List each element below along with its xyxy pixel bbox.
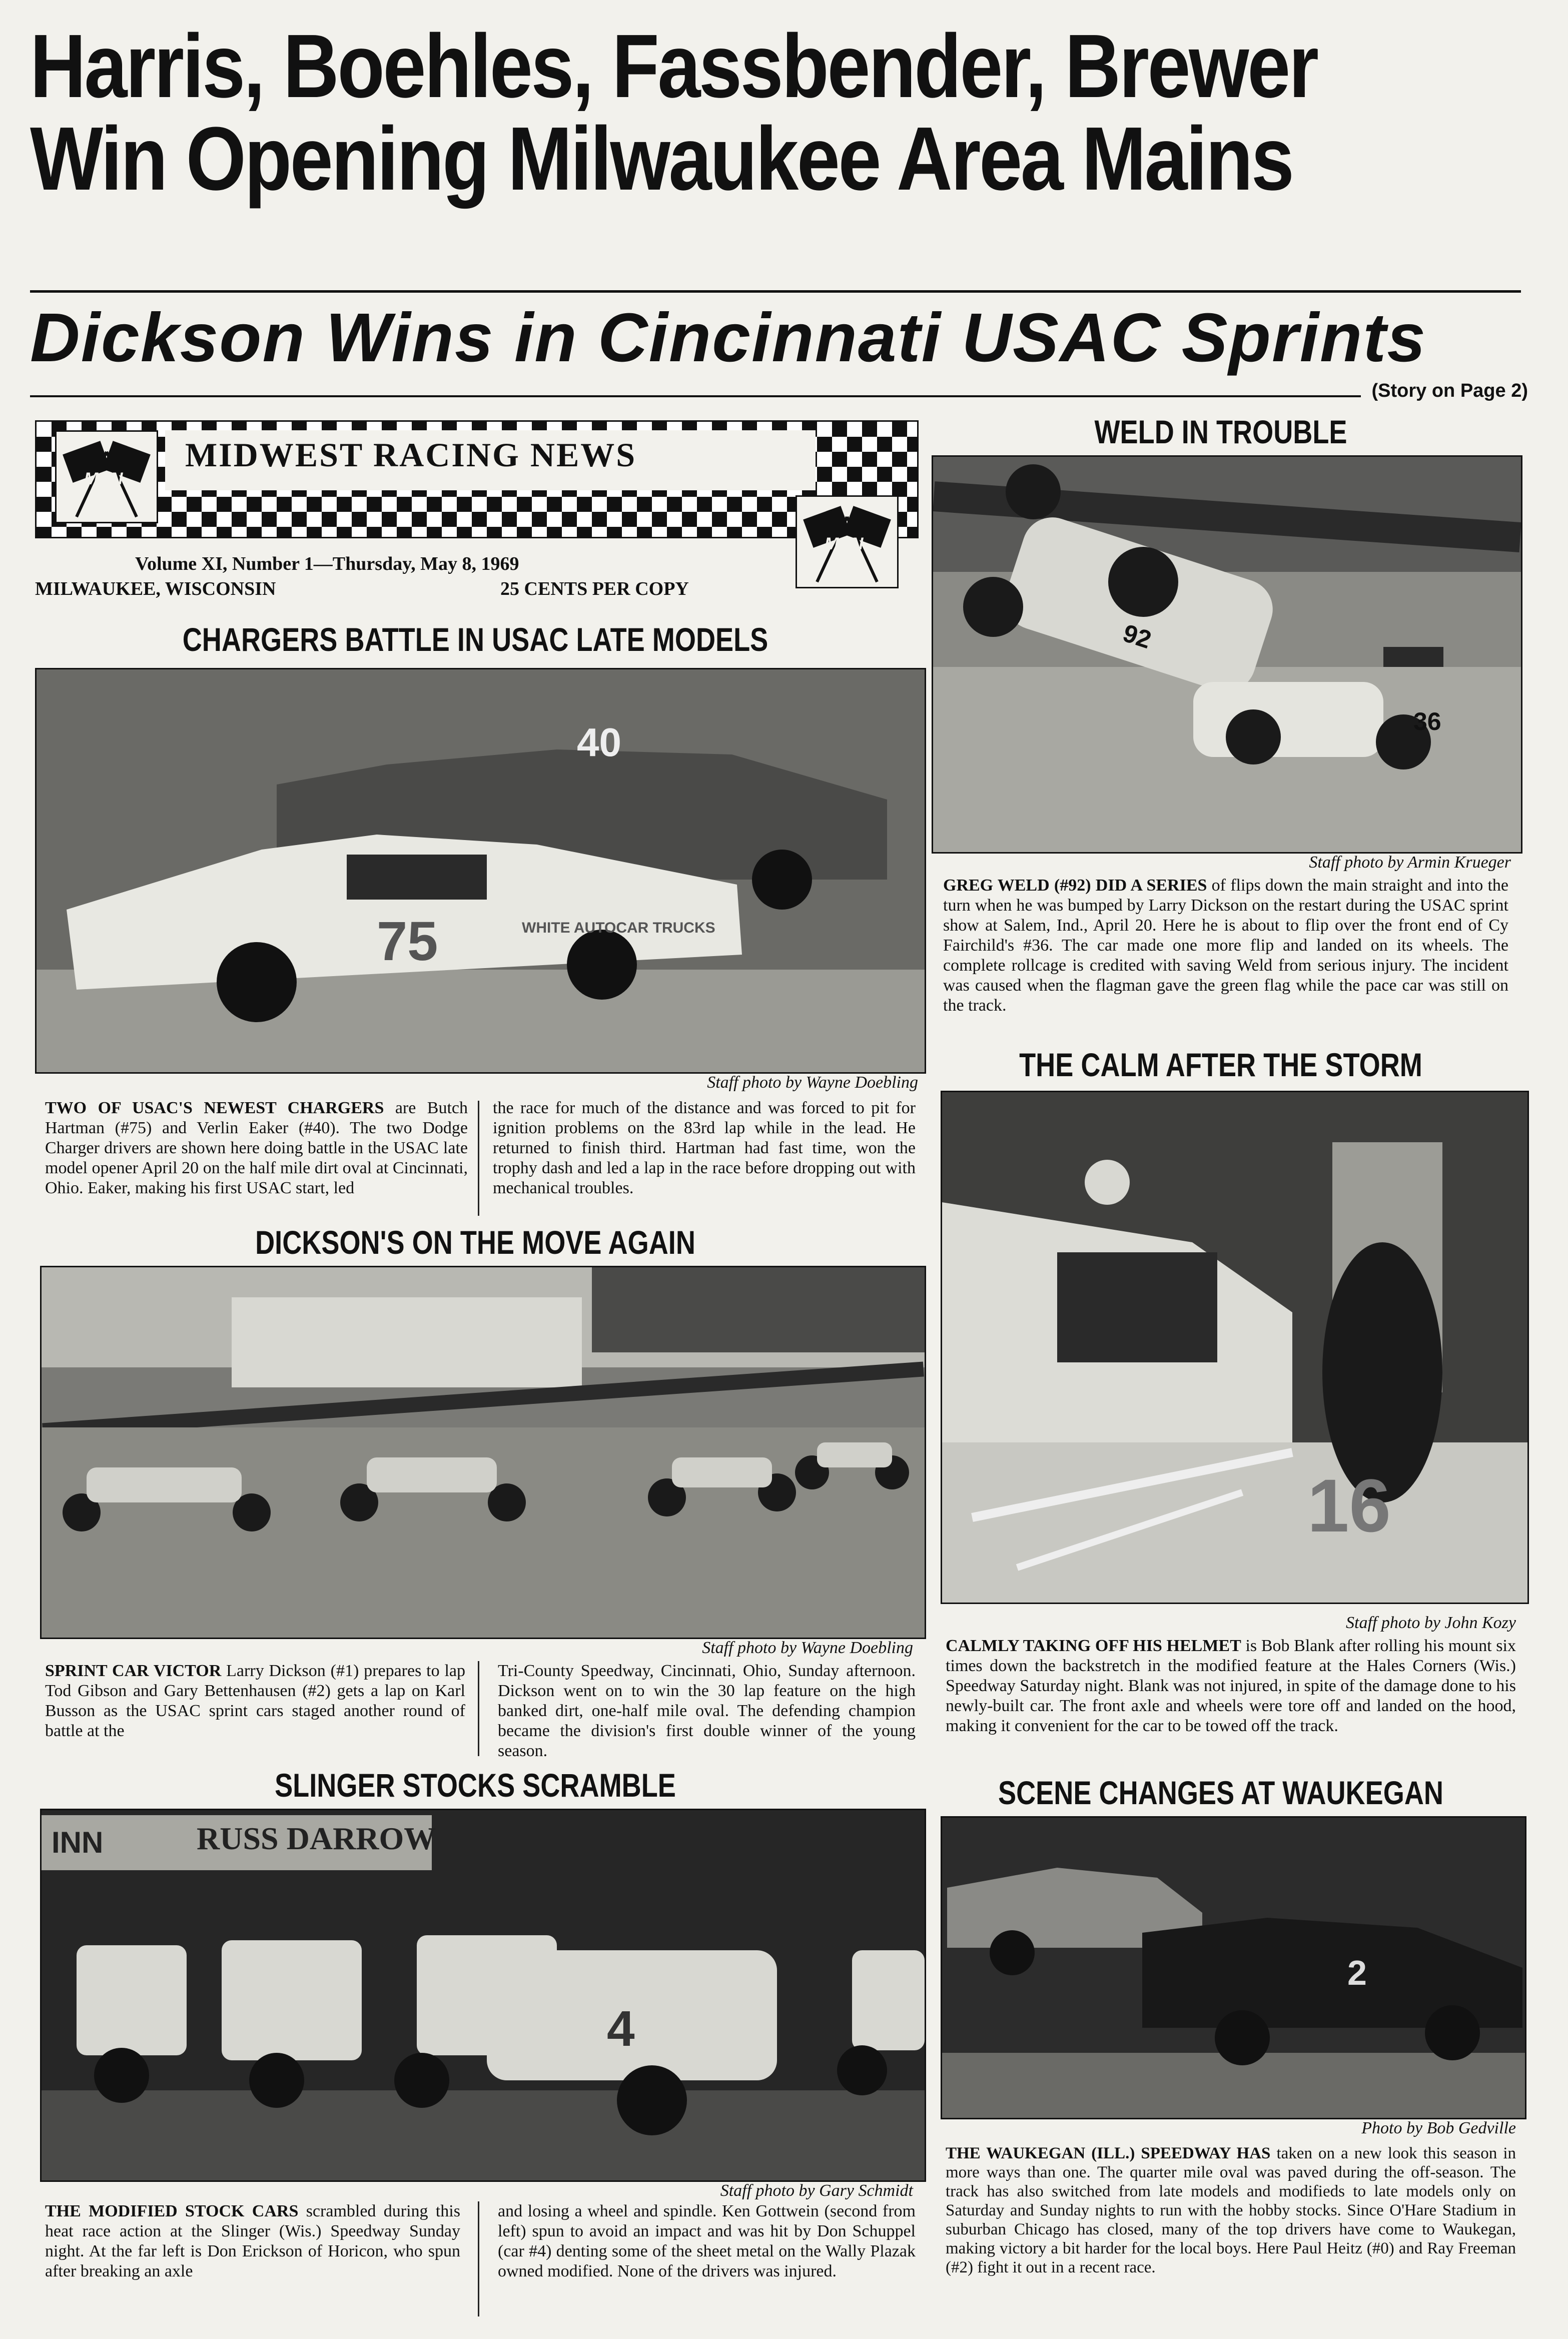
headline-rule [30,290,1521,293]
weld-caption [943,876,1508,1016]
column-rule [478,1661,479,1756]
dickson-title: DICKSON'S ON THE MOVE AGAIN [255,1224,695,1261]
caption-body: of flips down the main straight and into the turn when he was bumped by Larry Dickson on the restart during the USAC sprint show at Salem, Ind., April 20. Here he is about to flip over the front end of Cy Fairchild's #36. The car made one more flip and landed on its wheels. The complete rollcage is credited with saving Weld from serious injury. The incident was caused when the flagman gave the green flag while the pace car was still on the track. [943,876,1508,1015]
caption-body: is Bob Blank after rolling his mount six times down the backstretch in the modified feature at the Hales Corners (Wis.) Speedway Saturday night. Blank was not injured, in spite of the damage done to his newly-built car. The front axle and wheels were tore off and landed on the hood, making it convenient for the car to be towed off the track. [946,1637,1516,1735]
car-number-4: 4 [607,2001,635,2057]
caption-lead: THE MODIFIED STOCK CARS [45,2202,299,2220]
caption-lead: TWO OF USAC'S NEWEST CHARGERS [45,1099,384,1117]
subhead-rule [30,395,1361,397]
chargers-caption-right: the race for much of the distance and was forced to pit for ignition problems on the 83rd lap while in the lead. He returned to finish third. Hartman had fast time, won the trophy dash and led a lap in the race before dropping out with mechanical troubles. [493,1099,916,1197]
modified-stock-cars-photo [42,1810,925,2180]
calm-photo [941,1091,1529,1604]
sign-inn: INN [52,1826,104,1859]
calm-photo-credit: Staff photo by John Kozy [1346,1614,1516,1632]
chargers-photo-credit: Staff photo by Wayne Doebling [707,1073,918,1092]
dickson-caption-left [45,1661,465,1741]
sprint-cars-racing-photo [42,1267,925,1638]
waukegan-caption [946,2144,1516,2277]
column-rule [478,2201,479,2316]
flipping-sprint-car-photo [933,457,1521,852]
car-number-16: 16 [1307,1463,1391,1547]
caption-lead: THE WAUKEGAN (ILL.) SPEEDWAY HAS [946,2144,1271,2162]
slinger-photo-credit: Staff photo by Gary Schmidt [720,2181,913,2200]
slinger-title: SLINGER STOCKS SCRAMBLE [275,1767,676,1804]
caption-lead: GREG WELD (#92) DID A SERIES [943,876,1207,895]
stock-cars-racing-photo [37,669,925,1072]
slinger-caption-right: and losing a wheel and spindle. Ken Gottwein (second from left) spun to avoid an impact and was hit by Don Schuppel (car #4) denting some of the sheet metal on the Wally Plazak owned modified. None of the drivers was injured. [498,2202,916,2280]
caption-body: Larry Dickson (#1) prepares to lap Tod Gibson and Gary Bettenhausen (#2) gets a lap on Karl Busson as the USAC sprint cars staged another round of battle at the [45,1662,465,1740]
headline-line-2: Win Opening Milwaukee Area Mains [30,109,1293,209]
caption-body: are Butch Hartman (#75) and Verlin Eaker (#40). The two Dodge Charger drivers are shown here doing battle in the USAC late model opener April 20 on the half mile dirt oval at Cincinnati, Ohio. Eaker, making his first USAC start, led [45,1099,468,1197]
waukegan-photo [941,1816,1526,2119]
dickson-photo-credit: Staff photo by Wayne Doebling [702,1639,913,1657]
masthead-title: MIDWEST RACING NEWS [185,436,637,474]
logo-text: MRN [825,534,864,553]
logo-text: MRN [84,469,123,488]
weld-title: WELD IN TROUBLE [1094,413,1347,450]
slinger-caption-left [45,2201,460,2281]
dickson-caption-right: Tri-County Speedway, Cincinnati, Ohio, Sunday afternoon. Dickson went on to win the 30 lap feature on the high banked dirt, one-half mile oval. The defending champion became the division's first double winner of the young season. [498,1662,916,1760]
caption-body: taken on a new look this season in more ways than one. The quarter mile oval was paved during the off-season. The track has also switched from late models and modifieds to late models only on Saturday and Sunday nights to run with the hobby stocks. Since O'Hare Stadium in suburban Chicago has closed, many of the top drivers have come to Waukegan, making victory a bit harder for the local boys. Here Paul Heitz (#0) and Ray Freeman (#2) fight it out in a recent race. [946,2144,1516,2276]
car-number-40: 40 [577,720,621,764]
car-number-75: 75 [377,911,438,972]
issue-volume: Volume XI, Number 1—Thursday, May 8, 1969 [135,553,519,574]
waukegan-title: SCENE CHANGES AT WAUKEGAN [998,1774,1444,1811]
caption-body: scrambled during this heat race action at the Slinger (Wis.) Speedway Sunday night. At the far left is Don Erickson of Horicon, who spun after breaking an axle [45,2202,460,2280]
dickson-photo [40,1266,926,1639]
late-models-racing-photo [942,1818,1525,2118]
issue-price: 25 CENTS PER COPY [500,578,689,599]
car-number-2: 2 [1347,1953,1367,1992]
waukegan-photo-credit: Photo by Bob Gedville [1361,2119,1516,2137]
car-sponsor-sign: WHITE AUTOCAR TRUCKS [522,920,715,936]
story-reference: (Story on Page 2) [1371,380,1528,401]
chargers-title: CHARGERS BATTLE IN USAC LATE MODELS [182,621,768,658]
caption-lead: SPRINT CAR VICTOR [45,1662,222,1680]
mrn-logo-right [796,495,899,588]
weld-photo [932,455,1522,854]
caption-lead: CALMLY TAKING OFF HIS HELMET [946,1637,1241,1655]
masthead [35,420,916,610]
main-headline [30,16,1321,209]
car-number-36: 36 [1413,707,1441,735]
sign-russ-darrow: RUSS DARROW [197,1821,436,1856]
calm-title: THE CALM AFTER THE STORM [1019,1046,1422,1083]
issue-city: MILWAUKEE, WISCONSIN [35,578,276,599]
weld-photo-credit: Staff photo by Armin Krueger [1309,853,1511,872]
chargers-caption-left [45,1098,468,1198]
headline-line-1: Harris, Boehles, Fassbender, Brewer [30,16,1317,117]
car-number-92: 92 [1119,618,1155,654]
masthead-info-box [35,540,786,610]
slinger-photo [40,1809,926,2182]
mrn-logo-left [55,430,158,523]
column-rule [478,1101,479,1216]
chargers-photo [35,668,926,1074]
calm-caption [946,1636,1516,1736]
sub-headline: Dickson Wins in Cincinnati USAC Sprints [30,299,1427,376]
wrecked-modified-photo [942,1092,1527,1603]
